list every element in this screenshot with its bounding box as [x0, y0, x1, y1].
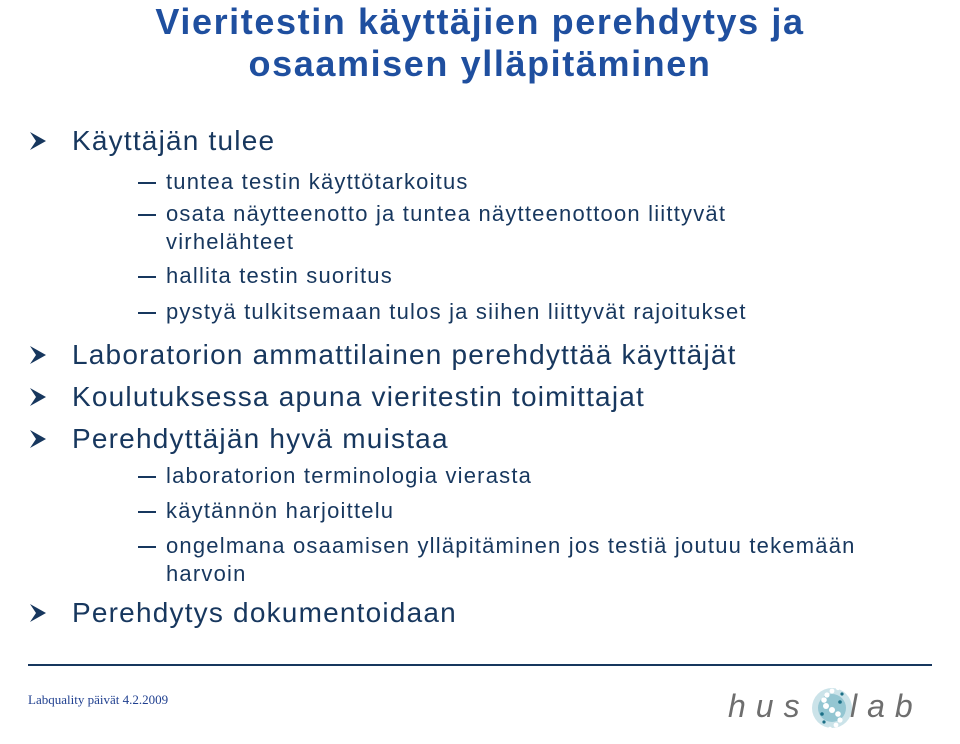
sub-item: [136, 262, 936, 290]
bullet-text: Koulutuksessa apuna vieritestin toimittajat: [72, 381, 645, 412]
logo-text-left: hus: [728, 688, 810, 724]
footer-text: Labquality päivät 4.2.2009: [28, 692, 169, 707]
sub-item: [136, 532, 856, 588]
sub-item-text: ongelmana osaamisen ylläpitäminen jos testiä joutuu tekemään harvoin: [166, 533, 856, 586]
bullet-text: Laboratorion ammattilainen perehdyttää käyttäjät: [72, 339, 737, 370]
bullet-item: [28, 338, 737, 372]
bullet-item: [28, 422, 449, 456]
bullet-item: [28, 596, 457, 630]
arrowhead-bullet-icon: [28, 422, 72, 456]
sub-item-text: tuntea testin käyttötarkoitus: [166, 169, 469, 194]
sub-item-text: käytännön harjoittelu: [166, 498, 395, 523]
dash-icon: [136, 200, 166, 228]
bullet-item: [28, 124, 275, 158]
sub-item: [136, 462, 936, 490]
sub-item-text: pystyä tulkitsemaan tulos ja siihen liittyvät rajoitukset: [166, 299, 747, 324]
bullet-text: Perehdyttäjän hyvä muistaa: [72, 423, 449, 454]
dash-icon: [136, 298, 166, 326]
slide-title-line-2: osaamisen ylläpitäminen: [248, 43, 712, 84]
bullet-text: Käyttäjän tulee: [72, 125, 276, 156]
slide-title-line-1: Vieritestin käyttäjien perehdytys ja: [155, 1, 805, 42]
dash-icon: [136, 168, 166, 196]
arrowhead-bullet-icon: [28, 338, 72, 372]
sub-item-text: hallita testin suoritus: [166, 263, 393, 288]
bullet-text: Perehdytys dokumentoidaan: [72, 597, 457, 628]
arrowhead-bullet-icon: [28, 124, 72, 158]
dash-icon: [136, 497, 166, 525]
footer-divider: [28, 664, 932, 666]
logo-text-right: lab: [850, 688, 923, 724]
sub-item: [136, 168, 936, 196]
sub-item: [136, 200, 836, 256]
dash-icon: [136, 262, 166, 290]
arrowhead-bullet-icon: [28, 596, 72, 630]
sub-item: [136, 497, 936, 525]
sub-item-text: laboratorion terminologia vierasta: [166, 463, 533, 488]
dash-icon: [136, 532, 166, 560]
bullet-item: [28, 380, 645, 414]
huslab-logo: [728, 680, 938, 736]
dna-helix-icon: [810, 680, 854, 736]
dash-icon: [136, 462, 166, 490]
arrowhead-bullet-icon: [28, 380, 72, 414]
sub-item-text: osata näytteenotto ja tuntea näytteenottoon liittyvät virhelähteet: [166, 201, 727, 254]
sub-item: [136, 298, 936, 326]
